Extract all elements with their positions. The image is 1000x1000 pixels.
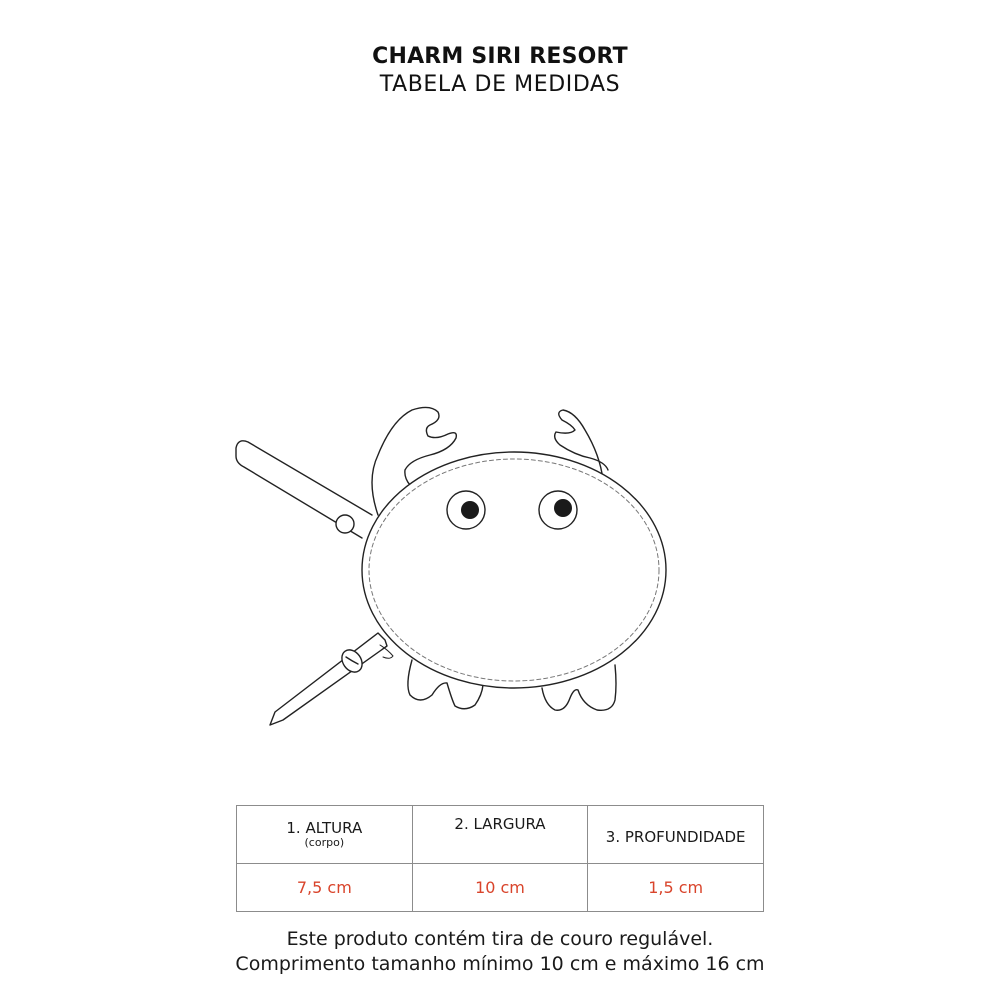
crab-body-icon: [362, 452, 666, 688]
strap-tip-icon: [270, 633, 393, 725]
product-title: CHARM SIRI RESORT: [372, 44, 628, 69]
header-cell-altura: [237, 806, 413, 864]
strap-note: [0, 927, 1000, 977]
header-cell-profundidade: [588, 806, 764, 864]
header-label: 2. LARGURA: [454, 815, 546, 833]
header-sublabel: (corpo): [304, 836, 345, 849]
measurements-table: [236, 805, 764, 912]
value-cell-profundidade: 1,5 cm: [588, 864, 764, 912]
note-line-2: Comprimento tamanho mínimo 10 cm e máximo 16 cm: [235, 953, 765, 975]
value-cell-altura: 7,5 cm: [237, 864, 413, 912]
value-cell-largura: 10 cm: [412, 864, 588, 912]
page-subtitle: TABELA DE MEDIDAS: [379, 72, 621, 97]
note-line-1: Este produto contém tira de couro regulável.: [286, 928, 714, 950]
table-header-row: [237, 806, 764, 864]
header-cell-largura: [412, 806, 588, 864]
left-eye-icon: [447, 491, 485, 529]
header-label: 3. PROFUNDIDADE: [605, 827, 746, 846]
right-eye-icon: [539, 491, 577, 529]
header-label: 1. ALTURA: [286, 819, 363, 837]
leather-strap-icon: [236, 441, 372, 538]
table-values-row: [237, 864, 764, 912]
